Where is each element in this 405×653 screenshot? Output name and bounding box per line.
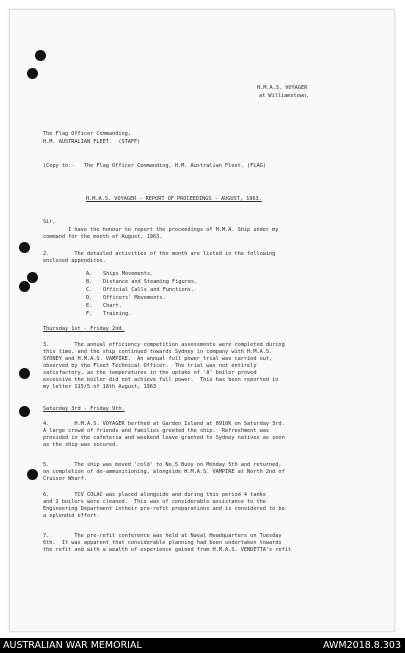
address-line-2: H.M. AUSTRALIAN FLEET. (STAFF) (43, 139, 141, 145)
punch-hole-top-1 (35, 50, 46, 61)
para4-line: as the ship was secured. (43, 442, 119, 448)
punch-hole-low-1 (19, 368, 30, 379)
para2-line-2: enclosed appendices. (43, 258, 106, 264)
appendix-letter: A. (86, 271, 93, 277)
punch-hole-mid-3 (19, 281, 30, 292)
para7-line: 6th. It was apparent that considerable planning had been undertaken towards (43, 540, 282, 546)
address-copy: (Copy to:- The Flag Officer Commanding, H.M. Australian Fleet. (FLAG) (43, 163, 266, 169)
appendix-letter: D. (86, 295, 93, 301)
appendix-letter: E. (86, 303, 93, 309)
header-location: at Williamstown. (259, 93, 310, 99)
salutation: Sir, (43, 219, 56, 225)
appendix-text: Chart. (103, 303, 122, 309)
appendix-text: Distance and Steaming Figures. (103, 279, 198, 285)
para4-line: provided in the cafeteria and weekend leave granted to Sydney natives as soon (43, 435, 285, 441)
para3-line: satisfactory, as the temperatures in the uptake of 'A' boiler proved (43, 370, 257, 376)
para6-line: and 2 boilers were cleaned. This was of considerable assistance to the (43, 499, 266, 505)
para3-line: this time, and the ship continued towards Sydney in company with H.M.A.S. (43, 349, 273, 355)
para3-line: observed by the Fleet Technical Officer. The trial was not entirely (43, 363, 257, 369)
appendix-text: Ships Movements. (103, 271, 154, 277)
appendix-text: Training. (103, 311, 132, 317)
punch-hole-low-3 (27, 469, 38, 480)
archive-name: AUSTRALIAN WAR MEMORIAL (3, 640, 142, 651)
punch-hole-top-2 (27, 68, 38, 79)
para2-line-1: 2. The detailed activities of the month are listed in the following (43, 251, 276, 257)
punch-hole-low-2 (19, 406, 30, 417)
para5-line: 5. The ship was moved 'cold' to No.5 Buoy on Monday 5th and returned, (43, 462, 282, 468)
header-ship: H.M.A.S. VOYAGER (257, 85, 308, 91)
intro-line-2: command for the month of August, 1963. (43, 234, 163, 240)
archive-footer-bar (0, 638, 405, 653)
punch-hole-mid-1 (19, 242, 30, 253)
appendix-text: Official Calls and Functions. (103, 287, 195, 293)
address-line-1: The Flag Officer Commanding, (43, 131, 131, 137)
document-title: H.M.A.S. VOYAGER - REPORT OF PROCEEDINGS - AUGUST, 1963. (86, 196, 262, 202)
para6-line: a splendid effort. (43, 513, 100, 519)
para5-line: Cruiser Wharf. (43, 476, 87, 482)
appendix-letter: F. (86, 311, 93, 317)
para6-line: Engineering Department intheir pre-refit preparations and is considered to be (43, 506, 285, 512)
para3-line: SYDNEY and H.M.A.S. VAMPIRE. An annual full power trial was carried out, (43, 356, 273, 362)
para3-line: my letter 115/5 of 18th August, 1963 (43, 384, 157, 390)
appendix-text: Officers' Movements. (103, 295, 166, 301)
para3-line: 3. The annual efficiency competition assessments were completed during (43, 342, 285, 348)
section-heading-1: Thursday 1st - Friday 2nd. (43, 326, 125, 332)
para4-line: 4. H.M.A.S. VOYAGER berthed at Garden Island at 0910K on Saturday 3rd. (43, 421, 285, 427)
para6-line: 6. TCV COLAC was placed alongside and during this period 4 tanks (43, 492, 266, 498)
appendix-letter: C. (86, 287, 93, 293)
para7-line: 7. The pre-refit conference was held at Naval Headquarters on Tuesday (43, 533, 282, 539)
appendix-letter: B. (86, 279, 93, 285)
para7-line: the refit and with a wealth of experience gained from H.M.A.S. VENDETTA's refit (43, 547, 291, 553)
para3-line: excessive the boiler did not achieve full power. This has been reported in (43, 377, 279, 383)
intro-line-1: I have the honour to report the proceedings of H.M.A. Ship under my (43, 227, 279, 233)
punch-hole-mid-2 (27, 272, 38, 283)
para4-line: A large crowd of friends and families greeted the ship. Refreshment was (43, 428, 270, 434)
para5-line: on completion of de-ammunitioning, alongside H.M.A.S. VAMPIRE at North 2nd of (43, 469, 285, 475)
catalogue-number: AWM2018.8.303 (323, 640, 401, 651)
section-heading-2: Saturday 3rd - Friday 9th. (43, 406, 125, 412)
